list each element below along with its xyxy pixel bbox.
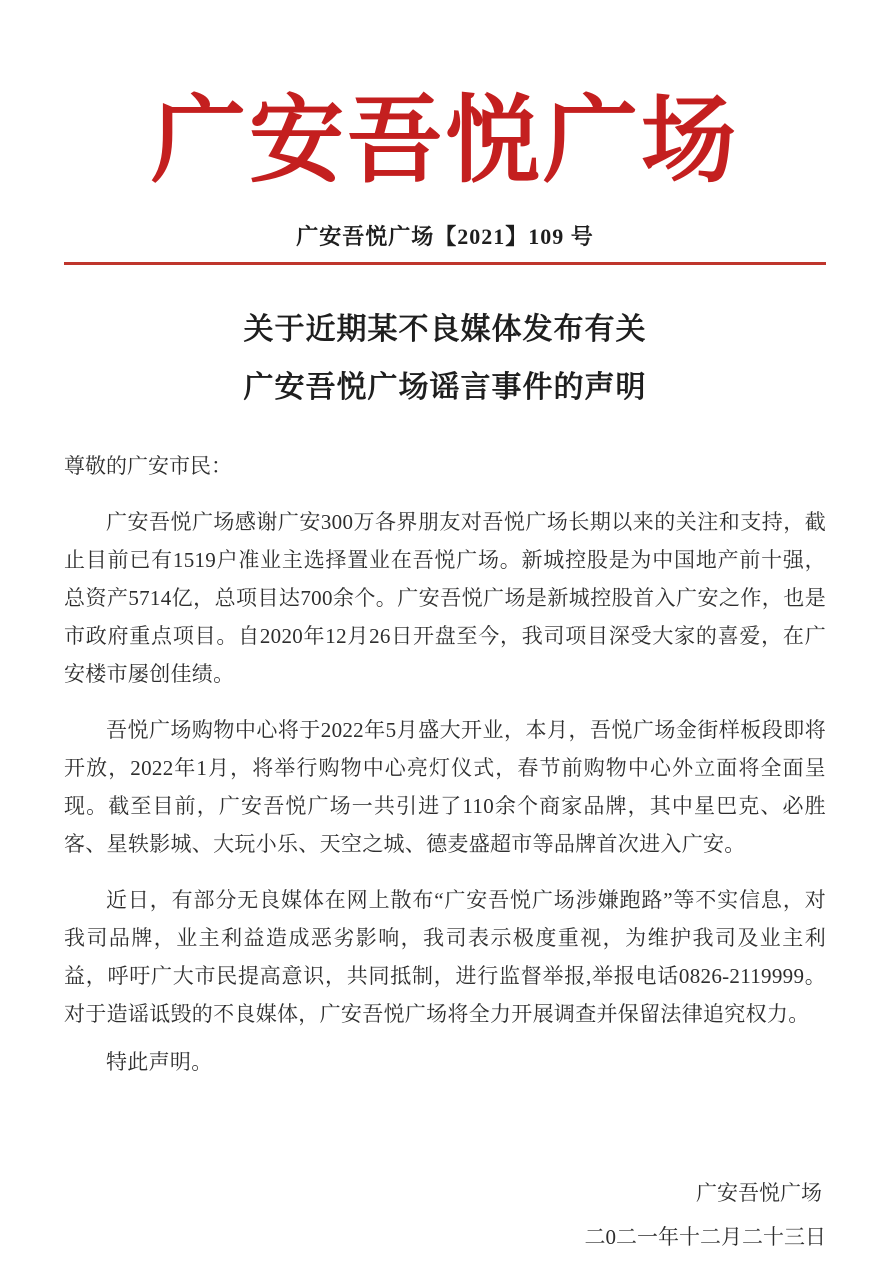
org-title: 广安吾悦广场: [150, 88, 739, 194]
statement-title: [64, 301, 826, 417]
signer-name: 广安吾悦广场: [696, 1181, 822, 1206]
statement-title-line-2: 广安吾悦广场谣言事件的声明: [243, 371, 647, 405]
closing-line: 特此声明。: [106, 1050, 213, 1075]
body-paragraph-2: 吾悦广场购物中心将于2022年5月盛大开业，本月，吾悦广场金街样板段即将开放，2022年1月，将举行购物中心亮灯仪式，春节前购物中心外立面将全面呈现。截至目前，广安吾悦广场一共引进了110余个商家品牌，其中星巴克、必胜客、星轶影城、大玩小乐、天空之城、德麦盛超市等品牌首次进入广安。: [64, 718, 826, 857]
red-divider: [64, 262, 826, 265]
signature-block: [64, 1171, 826, 1259]
doc-number: 广安吾悦广场【2021】109 号: [296, 224, 594, 250]
statement-title-line-1: 关于近期某不良媒体发布有关: [243, 313, 647, 347]
body-paragraph-1: 广安吾悦广场感谢广安300万各界朋友对吾悦广场长期以来的关注和支持，截止目前已有1519户准业主选择置业在吾悦广场。新城控股是为中国地产前十强，总资产5714亿，总项目达700余个。广安吾悦广场是新城控股首入广安之作，也是市政府重点项目。自2020年12月26日开盘至今，我司项目深受大家的喜爱，在广安楼市屡创佳绩。: [64, 510, 826, 687]
signature-date: 二0二一年十二月二十三日: [584, 1225, 826, 1250]
salutation: 尊敬的广安市民：: [64, 454, 232, 479]
body-paragraph-3: 近日，有部分无良媒体在网上散布“广安吾悦广场涉嫌跑路”等不实信息，对我司品牌，业主利益造成恶劣影响，我司表示极度重视，为维护我司及业主利益，呼吁广大市民提高意识，共同抵制，进行监督举报,举报电话0826-2119999。对于造谣诋毁的不良媒体，广安吾悦广场将全力开展调查并保留法律追究权力。: [64, 888, 826, 1027]
